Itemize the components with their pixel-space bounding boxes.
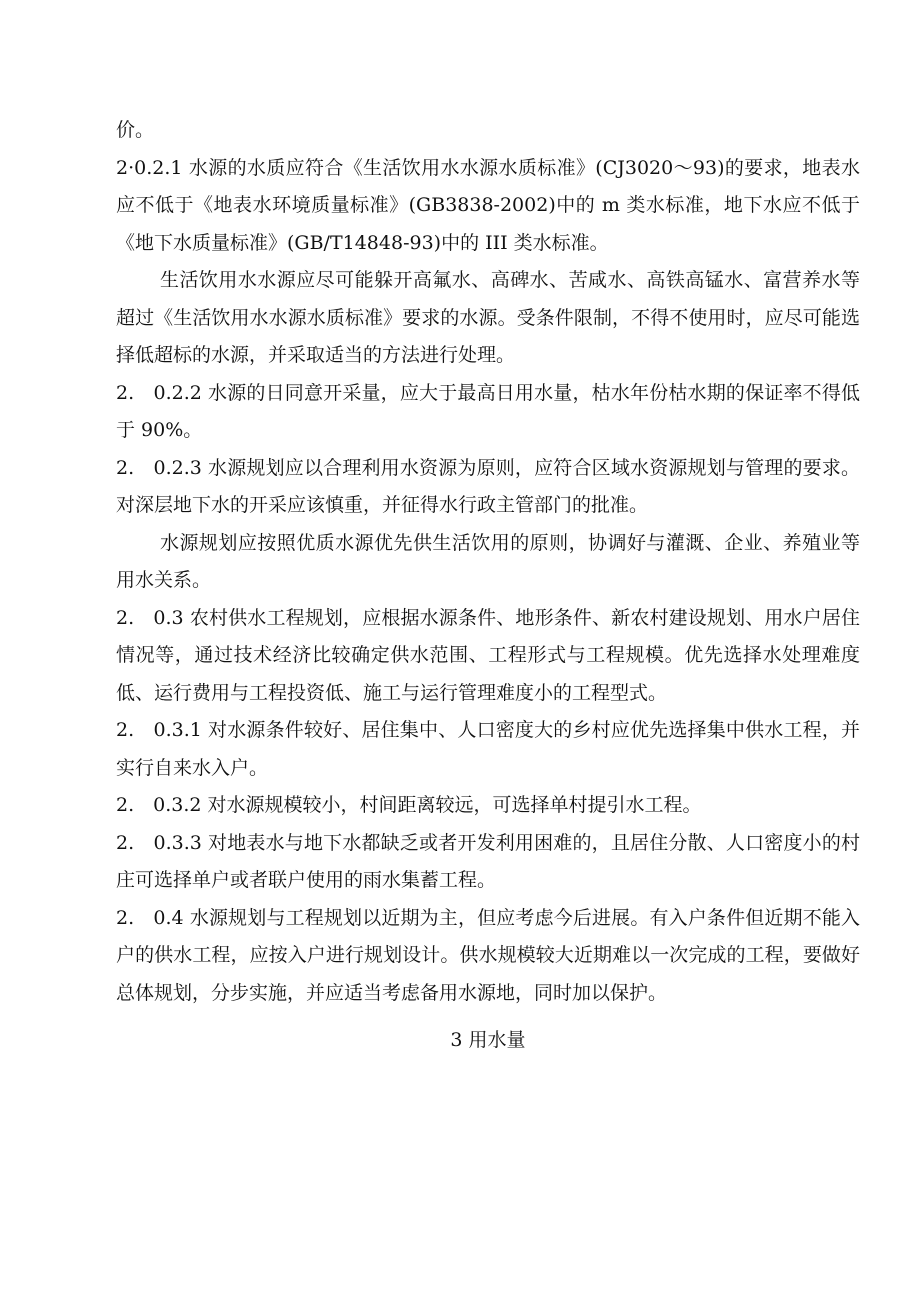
paragraph-2: 生活饮用水水源应尽可能躲开高氟水、高碑水、苦咸水、高铁高锰水、富营养水等超过《生活饮用水水源水质标准》要求的水源。受条件限制，不得不使用时，应尽可能选择低超标的水源，并采取适当的方法进行处理。 bbox=[116, 269, 860, 366]
paragraph-5: 水源规划应按照优质水源优先供生活饮用的原则，协调好与灌溉、企业、养殖业等用水关系。 bbox=[116, 531, 860, 591]
paragraph-9: 2. 0.3.3 对地表水与地下水都缺乏或者开发利用困难的，且居住分散、人口密度小的村庄可选择单户或者联户使用的雨水集蓄工程。 bbox=[116, 831, 860, 891]
paragraph-7: 2. 0.3.1 对水源条件较好、居住集中、人口密度大的乡村应优先选择集中供水工程，并实行自来水入户。 bbox=[116, 719, 860, 779]
paragraph-1: 2·0.2.1 水源的水质应符合《生活饮用水水源水质标准》(CJ3020～93)的要求，地表水应不低于《地表水环境质量标准》(GB3838-2002)中的 m 类水标准，地下水应不低于《地下水质量标准》(GB/T14848-93)中的 III 类水标准。 bbox=[116, 156, 860, 254]
document-page bbox=[116, 112, 860, 1060]
section-heading: 3 用水量 bbox=[450, 1029, 526, 1051]
paragraph-3: 2. 0.2.2 水源的日同意开采量，应大于最高日用水量，枯水年份枯水期的保证率不得低于 90%。 bbox=[116, 381, 860, 441]
paragraph-6: 2. 0.3 农村供水工程规划，应根据水源条件、地形条件、新农村建设规划、用水户居住情况等，通过技术经济比较确定供水范围、工程形式与工程规模。优先选择水处理难度低、运行费用与工程投资低、施工与运行管理难度小的工程型式。 bbox=[116, 606, 860, 704]
paragraph-0: 价。 bbox=[116, 119, 155, 141]
paragraph-10: 2. 0.4 水源规划与工程规划以近期为主，但应考虑今后进展。有入户条件但近期不能入户的供水工程，应按入户进行规划设计。供水规模较大近期难以一次完成的工程，要做好总体规划，分步实施，并应适当考虑备用水源地，同时加以保护。 bbox=[116, 906, 860, 1004]
paragraph-8: 2. 0.3.2 对水源规模较小，村间距离较远，可选择单村提引水工程。 bbox=[116, 794, 702, 816]
paragraph-4: 2. 0.2.3 水源规划应以合理利用水资源为原则，应符合区域水资源规划与管理的要求。对深层地下水的开采应该慎重，并征得水行政主管部门的批准。 bbox=[116, 456, 860, 516]
